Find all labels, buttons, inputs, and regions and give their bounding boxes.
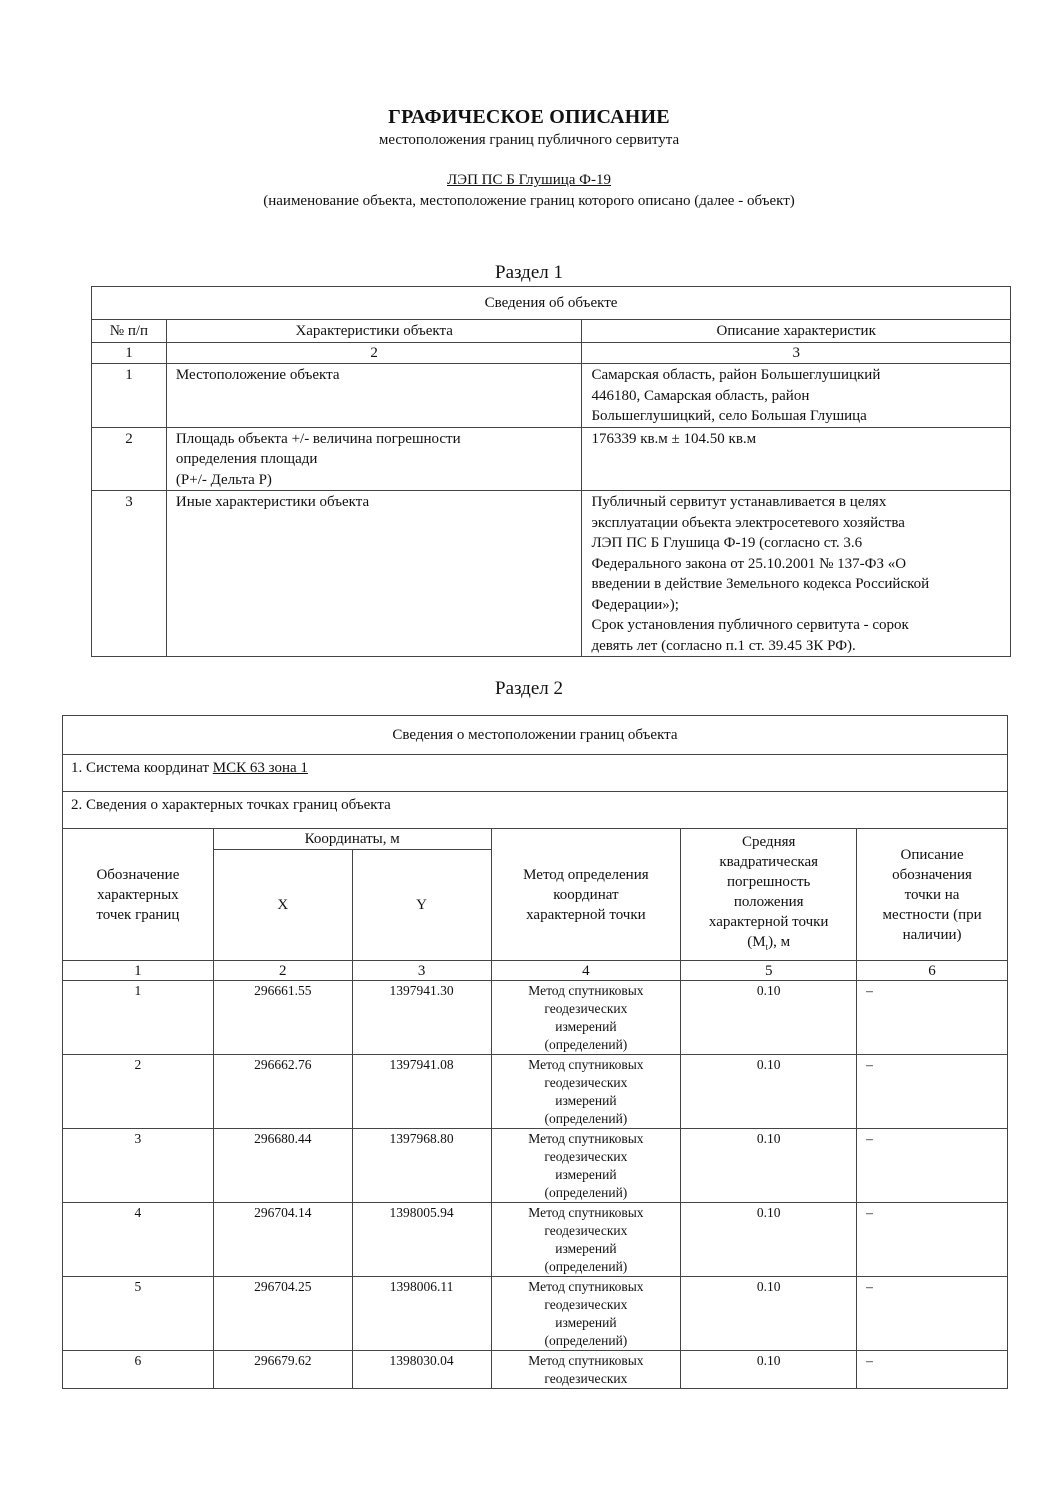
boundary-points-table (62, 715, 1008, 1389)
table-row (92, 364, 1011, 428)
text-line: Самарская область, район Большеглушицкий (591, 367, 881, 383)
col-header-description (857, 829, 1008, 961)
point-accuracy: 0.10 (681, 981, 857, 1055)
point-y: 1397941.30 (352, 981, 491, 1055)
point-description: – (857, 1277, 1008, 1351)
point-y: 1398005.94 (352, 1203, 491, 1277)
text-line: Обозначение (96, 866, 180, 883)
row-description: 176339 кв.м ± 104.50 кв.м (582, 427, 1011, 491)
point-accuracy: 0.10 (681, 1055, 857, 1129)
col-number: 1 (92, 343, 167, 364)
point-method: Метод спутниковых геодезических измерений (определений) (491, 1129, 681, 1203)
text-line: Описание (900, 846, 964, 863)
col-header-method (491, 829, 681, 961)
point-description: – (857, 981, 1008, 1055)
table-row (63, 1055, 1008, 1129)
text-line: точки на (904, 886, 960, 903)
row-num: 2 (92, 427, 167, 491)
col-number: 3 (582, 343, 1011, 364)
point-id: 3 (63, 1129, 214, 1203)
text-line: Срок установления публичного сервитута - сорок (591, 617, 909, 633)
col-header-point (63, 829, 214, 961)
point-method: Метод спутниковых геодезических измерений (определений) (491, 1055, 681, 1129)
text-line: погрешность (727, 874, 811, 890)
text-line: характерной точки (708, 914, 829, 930)
table-row (63, 1203, 1008, 1277)
text-line: 446180, Самарская область, район (591, 387, 810, 404)
col-number: 2 (166, 343, 582, 364)
text-line: $(M_t)$, м (747, 934, 791, 952)
col-number: 2 (213, 961, 352, 981)
text-line: положения (733, 894, 804, 910)
table-caption: Сведения о местоположении границ объекта (63, 716, 1008, 755)
table-row (63, 1277, 1008, 1351)
points-label: 2. Сведения о характерных точках границ объекта (63, 792, 1008, 829)
point-x: 296680.44 (213, 1129, 352, 1203)
point-x: 296704.14 (213, 1203, 352, 1277)
text-line: характерной точки (526, 906, 646, 923)
table-row (63, 981, 1008, 1055)
point-x: 296679.62 (213, 1351, 352, 1389)
text-line: Публичный сервитут устанавливается в целях (591, 494, 887, 510)
col-header-coords: Координаты, м (213, 829, 491, 850)
row-characteristic (166, 427, 582, 491)
text-line: Площадь объекта +/- величина погрешности (175, 430, 461, 447)
text-line: определения площади (175, 451, 318, 467)
point-method: Метод спутниковых геодезических измерений (определений) (491, 981, 681, 1055)
object-note: (наименование объекта, местоположение границ которого описано (далее - объект) (263, 193, 795, 209)
text-line: введении в действие Земельного кодекса Российской (591, 576, 930, 592)
row-characteristic: Иные характеристики объекта (166, 491, 582, 657)
col-number: 4 (491, 961, 681, 981)
text-line: наличии) (902, 926, 962, 943)
point-x: 296661.55 (213, 981, 352, 1055)
point-method: Метод спутниковых геодезических измерений (определений) (491, 1203, 681, 1277)
row-characteristic: Местоположение объекта (166, 364, 582, 428)
text-line: местности (при (882, 906, 982, 923)
point-id: 1 (63, 981, 214, 1055)
text-line: характерных (97, 886, 179, 903)
object-name (0, 172, 1058, 189)
text-line: ЛЭП ПС Б Глушица Ф-19 (согласно ст. 3.6 (591, 535, 863, 551)
point-description: – (857, 1129, 1008, 1203)
text-line: точек границ (96, 906, 180, 923)
col-header-x: X (213, 850, 352, 961)
document-subtitle: местоположения границ публичного сервитута (378, 132, 680, 148)
col-header-description: Описание характеристик (582, 320, 1011, 343)
table-row (92, 491, 1011, 657)
point-description: – (857, 1203, 1008, 1277)
object-name-text: ЛЭП ПС Б Глушица Ф-19 (447, 172, 611, 188)
point-accuracy: 0.10 (681, 1129, 857, 1203)
section1-heading: Раздел 1 (495, 262, 563, 283)
col-header-num: № п/п (92, 320, 167, 343)
text-line: девять лет (согласно п.1 ст. 39.45 ЗК РФ). (591, 637, 856, 654)
point-id: 4 (63, 1203, 214, 1277)
table-row (92, 427, 1011, 491)
text-line: Федерации»); (591, 596, 679, 613)
point-id: 2 (63, 1055, 214, 1129)
row-num: 3 (92, 491, 167, 657)
point-description: – (857, 1351, 1008, 1389)
point-y: 1398030.04 (352, 1351, 491, 1389)
point-y: 1398006.11 (352, 1277, 491, 1351)
col-header-y: Y (352, 850, 491, 961)
text-line: обозначения (892, 866, 972, 883)
col-header-accuracy (681, 829, 857, 961)
row-num: 1 (92, 364, 167, 428)
table-row (63, 1129, 1008, 1203)
point-y: 1397968.80 (352, 1129, 491, 1203)
text-line: квадратическая (719, 854, 819, 870)
table-caption: Сведения об объекте (92, 287, 1011, 320)
table-row (63, 1351, 1008, 1389)
row-description (582, 364, 1011, 428)
col-number: 1 (63, 961, 214, 981)
point-method: Метод спутниковых геодезических измерений (определений) (491, 1277, 681, 1351)
text-line: Федерального закона от 25.10.2001 № 137-ФЗ «О (591, 555, 907, 572)
point-accuracy: 0.10 (681, 1203, 857, 1277)
text-line: Большеглушицкий, село Большая Глушица (591, 408, 867, 424)
text-line: эксплуатации объекта электросетевого хозяйства (591, 514, 905, 531)
point-x: 296704.25 (213, 1277, 352, 1351)
point-y: 1397941.08 (352, 1055, 491, 1129)
coord-system (63, 755, 1008, 792)
point-accuracy: 0.10 (681, 1277, 857, 1351)
col-header-characteristic: Характеристики объекта (166, 320, 582, 343)
col-number: 5 (681, 961, 857, 981)
text-line: Метод определения (523, 866, 649, 883)
col-number: 3 (352, 961, 491, 981)
point-method: Метод спутниковых геодезических (491, 1351, 681, 1389)
text-line: Средняя (741, 834, 796, 850)
document-title: ГРАФИЧЕСКОЕ ОПИСАНИЕ (388, 106, 670, 128)
row-description (582, 491, 1011, 657)
col-number: 6 (857, 961, 1008, 981)
section2-heading: Раздел 2 (495, 678, 563, 699)
text-line: координат (553, 886, 619, 903)
point-id: 5 (63, 1277, 214, 1351)
coord-system-label: 1. Система координат (71, 760, 213, 776)
point-x: 296662.76 (213, 1055, 352, 1129)
point-accuracy: 0.10 (681, 1351, 857, 1389)
object-info-table (91, 286, 1011, 657)
coord-system-value: МСК 63 зона 1 (212, 760, 308, 776)
text-line: (P+/- Дельта P) (175, 471, 272, 488)
point-id: 6 (63, 1351, 214, 1389)
point-description: – (857, 1055, 1008, 1129)
